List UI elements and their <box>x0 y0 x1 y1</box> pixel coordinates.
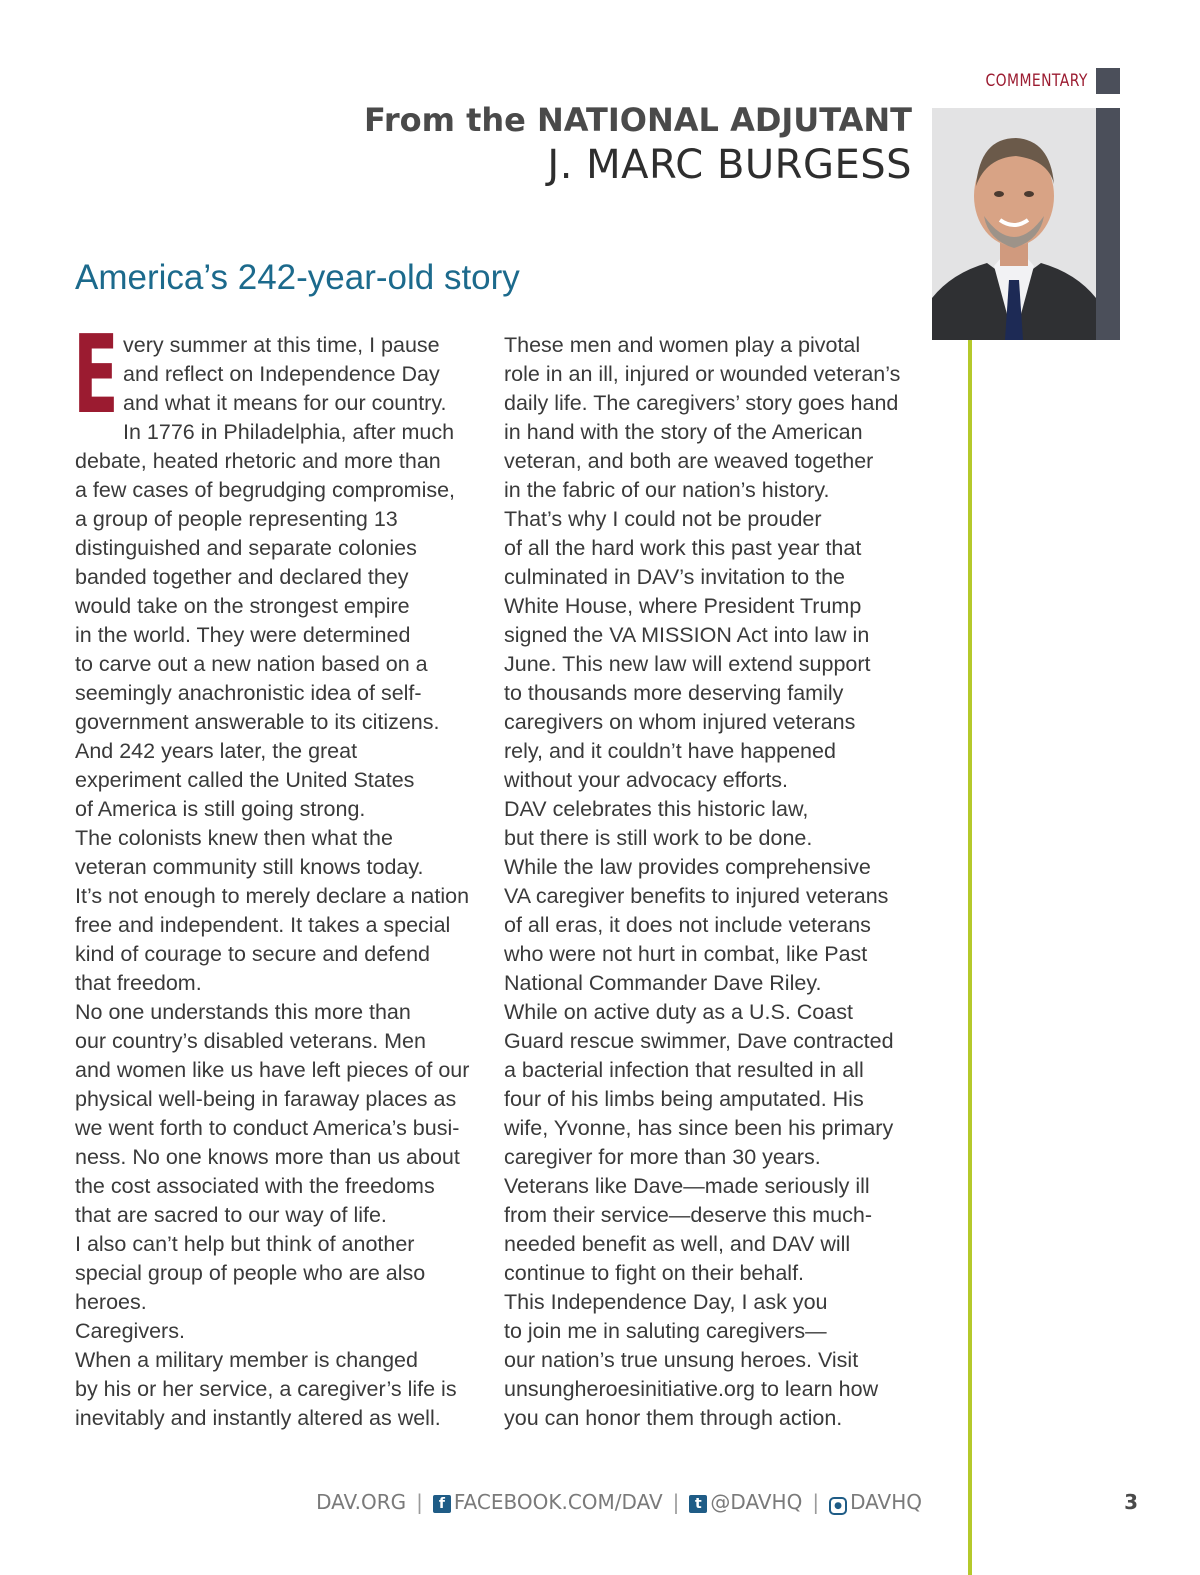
article-column-left <box>73 313 495 1433</box>
heading-kicker: From the NATIONAL ADJUTANT <box>364 101 912 139</box>
paragraph: In 1776 in Philadelphia, after much debate, heated rhetoric and more than a few cases of begrudging compromise, a group of people representing 13 distinguished and separate colonies banded together and declared they would take on the strongest empire in the world. They were determined to carve out a new nation based on a seemingly anachronistic idea of self- government answerable to its citizens. <box>75 420 456 734</box>
paragraph: While on active duty as a U.S. Coast Guard rescue swimmer, Dave contracted a bacterial infection that resulted in all four of his limbs being amputated. His wife, Yvonne, has since been his primary caregiver for more than 30 years. Veterans like Dave—made seriously ill from their service—deserve this much- needed benefit as well, and DAV will continue to fight on their behalf. <box>504 1000 894 1285</box>
instagram-link[interactable]: DAVHQ <box>850 1490 922 1514</box>
paragraph: And 242 years later, the great experiment called the United States of America is still going strong. <box>75 739 415 821</box>
website-link[interactable]: DAV.ORG <box>316 1490 407 1514</box>
section-tag-bar <box>1096 68 1120 94</box>
author-portrait-image <box>932 108 1096 340</box>
footer-separator: | <box>416 1490 423 1514</box>
instagram-icon: ● <box>829 1497 847 1515</box>
section-label: COMMENTARY <box>985 71 1088 91</box>
facebook-link[interactable]: FACEBOOK.COM/DAV <box>453 1490 663 1514</box>
paragraph: These men and women play a pivotal role in an ill, injured or wounded veteran’s daily life. The caregivers’ story goes hand in hand with the story of the American veteran, and both are weaved together in the fabric of our nation’s history. <box>504 333 901 502</box>
author-portrait <box>932 108 1096 340</box>
drop-cap: E <box>73 313 119 438</box>
paragraph: When a military member is changed by his or her service, a caregiver’s life is inevitably and instantly altered as well. <box>75 1348 457 1430</box>
paragraph: I also can’t help but think of another special group of people who are also heroes. <box>75 1232 426 1314</box>
twitter-icon: t <box>689 1495 707 1513</box>
facebook-icon: f <box>433 1495 451 1513</box>
paragraph: very summer at this time, I pause and reflect on Independence Day and what it means for our country. <box>123 333 447 415</box>
paragraph: That’s why I could not be prouder of all the hard work this past year that culminated in DAV’s invitation to the White House, where President Trump signed the VA MISSION Act into law in June. This new law will extend support to thousands more deserving family caregivers on whom injured veterans rely, and it couldn’t have happened without your advocacy efforts. <box>504 507 871 792</box>
paragraph: This Independence Day, I ask you to join me in saluting caregivers— our nation’s true unsung heroes. Visit unsungheroesinitiative.org to learn how you can honor them through action. <box>504 1290 879 1430</box>
column-heading <box>364 100 912 190</box>
footer-links <box>0 1490 922 1515</box>
page-number: 3 <box>1124 1490 1138 1514</box>
article-title: America’s 242-year-old story <box>75 258 520 297</box>
paragraph: Caregivers. <box>75 1319 185 1343</box>
accent-rule <box>968 340 972 1575</box>
footer-separator: | <box>672 1490 680 1514</box>
portrait-side-bar <box>1096 108 1120 340</box>
author-name: J. MARC BURGESS <box>547 142 912 188</box>
paragraph: DAV celebrates this historic law, but there is still work to be done. While the law provides comprehensive VA caregiver benefits to injured veterans of all eras, it does not include veterans who were not hurt in combat, like Past National Commander Dave Riley. <box>504 797 889 995</box>
footer-separator: | <box>812 1490 820 1514</box>
paragraph: No one understands this more than our country’s disabled veterans. Men and women like us have left pieces of our physical well-being in faraway places as we went forth to conduct America’s busi- ness. No one knows more than us about the cost associated with the freedoms that are sacred to our way of life. <box>75 1000 470 1227</box>
twitter-link[interactable]: @DAVHQ <box>710 1490 803 1514</box>
article-column-right <box>504 331 924 1433</box>
paragraph: The colonists knew then what the veteran community still knows today. It’s not enough to merely declare a nation free and independent. It takes a special kind of courage to secure and defend that freedom. <box>75 826 470 995</box>
section-tag <box>963 68 1120 94</box>
